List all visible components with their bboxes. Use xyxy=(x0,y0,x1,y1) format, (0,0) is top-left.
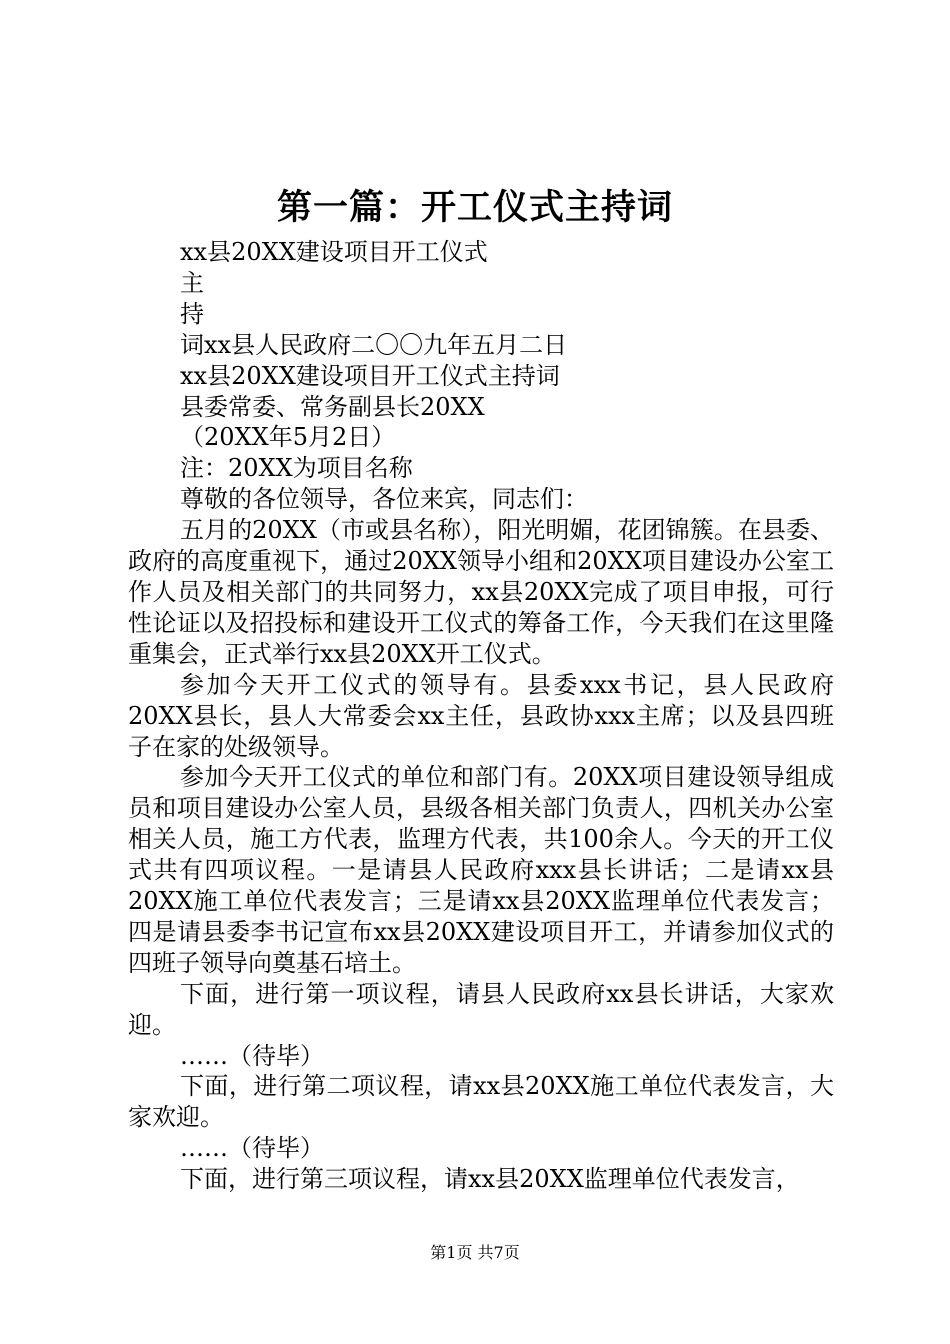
document-body xyxy=(128,237,834,1195)
header-line: 注：20XX为项目名称 xyxy=(180,454,413,483)
header-line: （20XX年5月2日） xyxy=(180,423,396,452)
body-paragraph: 参加今天开工仪式的单位和部门有。20XX项目建设领导组成员和项目建设办公室人员，县级各相关部门负责人，四机关办公室相关人员，施工方代表，监理方代表，共100余人。今天的开工仪式共有四项议程。一是请县人民政府xxx县长讲话；二是请xx县20XX施工单位代表发言；三是请xx县20XX监理单位代表发言；四是请县委李书记宣布xx县20XX建设项目开工，并请参加仪式的四班子领导向奠基石培土。 xyxy=(128,763,834,977)
body-paragraph: ……（待毕） xyxy=(180,1134,324,1163)
salutation: 尊敬的各位领导，各位来宾，同志们： xyxy=(180,485,588,514)
header-line: 县委常委、常务副县长20XX xyxy=(180,392,485,421)
page-footer: 第1页 共7页 xyxy=(430,1243,520,1262)
header-line: 词xx县人民政府二〇〇九年五月二日 xyxy=(180,330,568,359)
header-line: xx县20XX建设项目开工仪式 xyxy=(180,238,488,266)
header-line: 持 xyxy=(180,299,204,328)
body-paragraph: 参加今天开工仪式的领导有。县委xxx书记，县人民政府20XX县长，县人大常委会xx主任，县政协xxx主席；以及县四班子在家的处级领导。 xyxy=(128,670,834,761)
body-paragraph: 五月的20XX（市或县名称），阳光明媚，花团锦簇。在县委、政府的高度重视下，通过20XX领导小组和20XX项目建设办公室工作人员及相关部门的共同努力，xx县20XX完成了项目申报，可行性论证以及招投标和建设开工仪式的筹备工作，今天我们在这里隆重集会，正式举行xx县20XX开工仪式。 xyxy=(128,516,834,668)
header-line: 主 xyxy=(180,268,204,297)
body-paragraph: ……（待毕） xyxy=(180,1041,324,1070)
body-paragraph: 下面，进行第三项议程，请xx县20XX监理单位代表发言， xyxy=(180,1165,800,1194)
body-paragraph: 下面，进行第一项议程，请县人民政府xx县长讲话，大家欢迎。 xyxy=(128,979,834,1039)
document-title: 第一篇：开工仪式主持词 xyxy=(276,187,673,228)
body-paragraph: 下面，进行第二项议程，请xx县20XX施工单位代表发言，大家欢迎。 xyxy=(128,1072,834,1132)
header-line: xx县20XX建设项目开工仪式主持词 xyxy=(180,361,560,390)
